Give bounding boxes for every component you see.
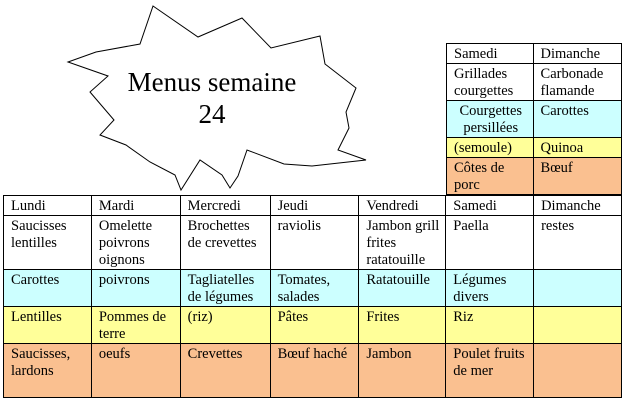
title-line-1: Menus semaine: [127, 67, 297, 97]
table-cell: Côtes de porc: [447, 158, 534, 195]
header-cell: Dimanche: [533, 44, 621, 64]
header-cell: Lundi: [4, 196, 92, 216]
table-cell: Carbonade flamande: [533, 64, 621, 101]
weekend-menu-table: [446, 43, 622, 195]
header-cell: Samedi: [446, 196, 534, 216]
table-cell: Jambon grill frites ratatouille: [359, 216, 446, 270]
table-row: [447, 64, 622, 101]
table-cell: Pommes de terre: [91, 307, 180, 344]
table-cell: Saucisses lentilles: [4, 216, 92, 270]
table-cell: Lentilles: [4, 307, 92, 344]
table-cell: Bœuf: [533, 158, 621, 195]
table-cell: Grillades courgettes: [447, 64, 534, 101]
table-cell: [534, 270, 622, 307]
table-cell: Omelette poivrons oignons: [91, 216, 180, 270]
table-cell: Saucisses, lardons: [4, 344, 92, 398]
table-row: [4, 270, 622, 307]
table-cell: Courgettes persillées: [447, 101, 534, 138]
table-cell: Carottes: [4, 270, 92, 307]
table-cell: Carottes: [533, 101, 621, 138]
table-cell: (semoule): [447, 138, 534, 158]
table-row: [447, 101, 622, 138]
table-cell: [534, 344, 622, 398]
table-cell: restes: [534, 216, 622, 270]
table-cell: Riz: [446, 307, 534, 344]
header-cell: Dimanche: [534, 196, 622, 216]
table-header-row: [4, 196, 622, 216]
table-cell: (riz): [180, 307, 270, 344]
table-row: [447, 138, 622, 158]
table-cell: Ratatouille: [359, 270, 446, 307]
table-cell: Pâtes: [270, 307, 359, 344]
table-cell: Paella: [446, 216, 534, 270]
table-row: [4, 307, 622, 344]
table-cell: Jambon: [359, 344, 446, 398]
table-header-row: [447, 44, 622, 64]
header-cell: Mardi: [91, 196, 180, 216]
table-cell: oeufs: [91, 344, 180, 398]
table-cell: Tagliatelles de légumes: [180, 270, 270, 307]
table-cell: Frites: [359, 307, 446, 344]
table-cell: Crevettes: [180, 344, 270, 398]
table-cell: Bœuf haché: [270, 344, 359, 398]
header-cell: Mercredi: [180, 196, 270, 216]
header-cell: Samedi: [447, 44, 534, 64]
weekly-menu-table: [3, 195, 622, 398]
table-cell: Tomates, salades: [270, 270, 359, 307]
table-cell: poivrons: [91, 270, 180, 307]
table-row: [4, 344, 622, 398]
table-cell: raviolis: [270, 216, 359, 270]
table-cell: Légumes divers: [446, 270, 534, 307]
table-row: [447, 158, 622, 195]
table-cell: [534, 307, 622, 344]
header-cell: Jeudi: [270, 196, 359, 216]
title-line-2: 24: [198, 99, 226, 129]
table-cell: Quinoa: [533, 138, 621, 158]
header-cell: Vendredi: [359, 196, 446, 216]
table-cell: Brochettes de crevettes: [180, 216, 270, 270]
page-title: [112, 66, 312, 130]
table-cell: Poulet fruits de mer: [446, 344, 534, 398]
table-row: [4, 216, 622, 270]
